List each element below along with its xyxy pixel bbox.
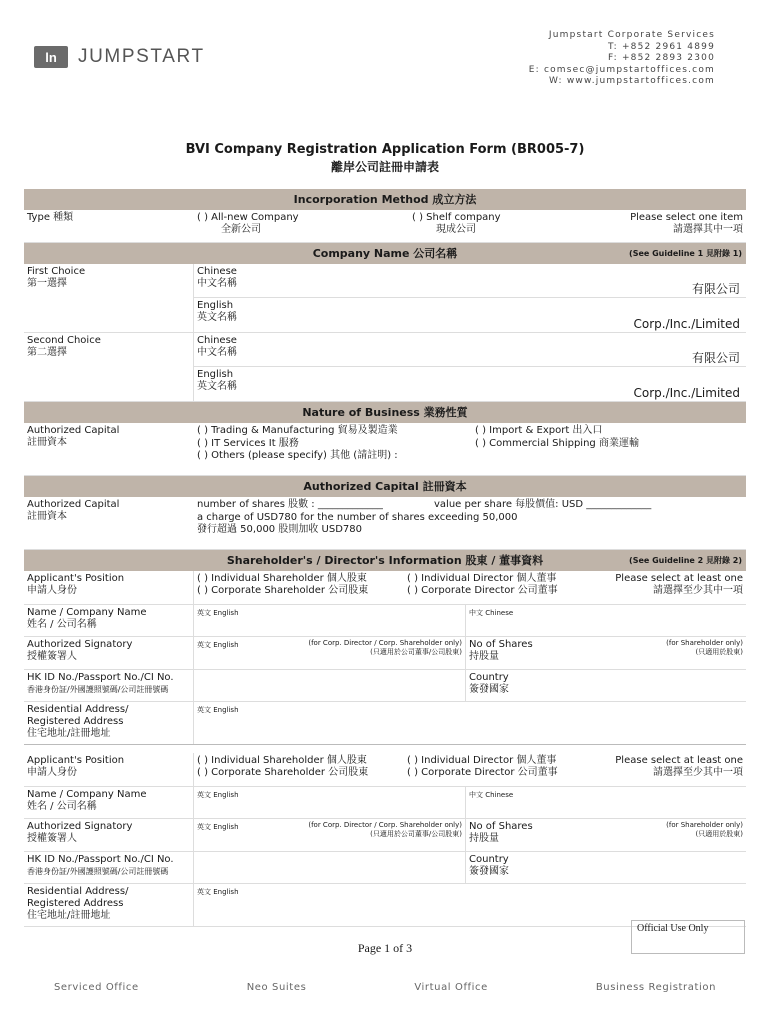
note-select-one: Please select one item 請選擇其中一項 bbox=[630, 212, 743, 235]
option-it-services[interactable]: ( ) IT Services It 服務 bbox=[197, 437, 299, 449]
row-signatory bbox=[24, 819, 746, 852]
suffix-en: Corp./Inc./Limited bbox=[633, 386, 740, 400]
country-field[interactable]: Country 簽發國家 bbox=[469, 854, 509, 877]
contact-block bbox=[529, 30, 715, 88]
row-position bbox=[24, 753, 746, 787]
footer-business-registration: Business Registration bbox=[595, 982, 717, 993]
note-select-least-one: Please select at least one 請選擇至少其中一項 bbox=[615, 573, 743, 596]
section-company-name: Company Name 公司名稱 (See Guideline 1 見附錄 1) bbox=[24, 243, 746, 264]
option-shipping[interactable]: ( ) Commercial Shipping 商業運輸 bbox=[475, 437, 639, 449]
row-capital bbox=[24, 497, 746, 550]
option-corporate-shareholder[interactable]: ( ) Corporate Shareholder 公司股東 bbox=[197, 585, 369, 596]
row-signatory bbox=[24, 637, 746, 670]
contact-phone: T: +852 2961 4899 bbox=[607, 41, 715, 52]
form-title-zh: 離岸公司註冊申請表 bbox=[330, 160, 439, 174]
row-name bbox=[24, 787, 746, 819]
footer-virtual-office: Virtual Office bbox=[414, 982, 488, 993]
contact-fax: F: +852 2893 2300 bbox=[607, 53, 715, 64]
hkid-field[interactable] bbox=[194, 670, 466, 701]
shareholder-block-2 bbox=[24, 753, 746, 927]
label-address: Residential Address/ Registered Address 住宅地址/註冊地址 bbox=[24, 702, 194, 744]
row-position bbox=[24, 571, 746, 605]
form-title bbox=[0, 142, 770, 175]
option-trading[interactable]: ( ) Trading & Manufacturing 貿易及製造業 bbox=[197, 425, 398, 436]
brand-name: JUMPSTART bbox=[78, 46, 205, 67]
logo-mark-icon: ln bbox=[34, 46, 68, 68]
name-english-field[interactable]: 英文 English bbox=[194, 787, 466, 818]
label-first-choice: First Choice 第一選擇 bbox=[24, 264, 194, 332]
row-hkid bbox=[24, 670, 746, 702]
suffix-en: Corp./Inc./Limited bbox=[633, 317, 740, 331]
label-second-choice: Second Choice 第二選擇 bbox=[24, 333, 194, 401]
shares-count-field[interactable]: number of shares 股數 : _____________ bbox=[197, 499, 383, 510]
name-chinese-field[interactable]: 中文 Chinese bbox=[469, 791, 514, 799]
row-type bbox=[24, 210, 746, 243]
first-english-name-field[interactable]: English 英文名稱 Corp./Inc./Limited bbox=[197, 300, 740, 331]
second-chinese-name-field[interactable]: Chinese 中文名稱 有限公司 bbox=[194, 333, 746, 367]
signatory-field[interactable]: 英文 English (for Corp. Director / Corp. Shareholder only) (只適用於公司董事/公司股東) bbox=[194, 637, 466, 669]
option-corporate-shareholder[interactable]: ( ) Corporate Shareholder 公司股東 bbox=[197, 767, 369, 778]
section-capital: Authorized Capital 註冊資本 bbox=[24, 476, 746, 497]
brand-logo bbox=[34, 46, 205, 68]
hkid-field[interactable] bbox=[194, 852, 466, 883]
shares-field[interactable]: No of Shares 持股量 (for Shareholder only) (只適用於股東) bbox=[469, 821, 743, 844]
option-individual-shareholder[interactable]: ( ) Individual Shareholder 個人股東 bbox=[197, 755, 367, 766]
section-nature: Nature of Business 業務性質 bbox=[24, 402, 746, 423]
label-signatory: Authorized Signatory 授權簽署人 bbox=[24, 637, 194, 669]
shares-field[interactable]: No of Shares 持股量 (for Shareholder only) (只適用於股東) bbox=[469, 639, 743, 662]
label-signatory: Authorized Signatory 授權簽署人 bbox=[24, 819, 194, 851]
label-type: Type 種類 bbox=[27, 212, 74, 223]
option-individual-director[interactable]: ( ) Individual Director 個人董事 bbox=[407, 573, 557, 584]
page-number: Page 1 of 3 bbox=[357, 941, 413, 955]
option-corporate-director[interactable]: ( ) Corporate Director 公司董事 bbox=[407, 767, 558, 778]
section-incorporation: Incorporation Method 成立方法 bbox=[24, 189, 746, 210]
value-per-share-field[interactable]: value per share 每股價值: USD _____________ bbox=[434, 499, 652, 510]
suffix-zh: 有限公司 bbox=[691, 351, 740, 365]
option-individual-shareholder[interactable]: ( ) Individual Shareholder 個人股東 bbox=[197, 573, 367, 584]
section-shareholder: Shareholder's / Director's Information 股東 / 董事資料 (See Guideline 2 見附錄 2) bbox=[24, 550, 746, 571]
footer-serviced-office: Serviced Office bbox=[53, 982, 139, 993]
name-english-field[interactable]: 英文 English bbox=[194, 605, 466, 636]
option-all-new[interactable]: ( ) All-new Company 全新公司 bbox=[197, 212, 299, 235]
name-chinese-field[interactable]: 中文 Chinese bbox=[469, 609, 514, 617]
address-field[interactable]: 英文 English bbox=[197, 706, 239, 714]
row-nature bbox=[24, 423, 746, 476]
capital-charge-note-zh: 發行超過 50,000 股則加收 USD780 bbox=[197, 524, 362, 535]
row-hkid bbox=[24, 852, 746, 884]
row-first-choice bbox=[24, 264, 746, 333]
official-use-box: Official Use Only bbox=[631, 920, 745, 954]
label-position: Applicant's Position 申請人身份 bbox=[24, 753, 194, 786]
country-field[interactable]: Country 簽發國家 bbox=[469, 672, 509, 695]
label-name: Name / Company Name 姓名 / 公司名稱 bbox=[24, 605, 194, 636]
label-position: Applicant's Position 申請人身份 bbox=[24, 571, 194, 604]
footer-services bbox=[0, 982, 770, 993]
label-capital: Authorized Capital 註冊資本 bbox=[27, 499, 120, 522]
label-nature: Authorized Capital 註冊資本 bbox=[27, 425, 120, 448]
option-shelf[interactable]: ( ) Shelf company 現成公司 bbox=[412, 212, 501, 235]
option-individual-director[interactable]: ( ) Individual Director 個人董事 bbox=[407, 755, 557, 766]
option-others[interactable]: ( ) Others (please specify) 其他 (請註明) : bbox=[197, 450, 398, 461]
row-second-choice bbox=[24, 333, 746, 402]
capital-charge-note: a charge of USD780 for the number of shares exceeding 50,000 bbox=[197, 511, 518, 523]
label-hkid: HK ID No./Passport No./CI No. 香港身份証/外國護照號碼/公司註冊號碼 bbox=[24, 670, 194, 701]
label-name: Name / Company Name 姓名 / 公司名稱 bbox=[24, 787, 194, 818]
contact-web: W: www.jumpstartoffices.com bbox=[548, 76, 715, 87]
row-address bbox=[24, 702, 746, 745]
row-name bbox=[24, 605, 746, 637]
contact-email: E: comsec@jumpstartoffices.com bbox=[528, 64, 715, 75]
signatory-field[interactable]: 英文 English (for Corp. Director / Corp. Shareholder only) (只適用於公司董事/公司股東) bbox=[194, 819, 466, 851]
second-english-name-field[interactable]: English 英文名稱 Corp./Inc./Limited bbox=[197, 369, 740, 400]
label-address: Residential Address/ Registered Address 住宅地址/註冊地址 bbox=[24, 884, 194, 926]
option-corporate-director[interactable]: ( ) Corporate Director 公司董事 bbox=[407, 585, 558, 596]
shareholder-block-1 bbox=[24, 571, 746, 745]
footer-neo-suites: Neo Suites bbox=[246, 982, 307, 993]
note-select-least-one: Please select at least one 請選擇至少其中一項 bbox=[615, 755, 743, 778]
option-import-export[interactable]: ( ) Import & Export 出入口 bbox=[475, 425, 603, 436]
form-title-en: BVI Company Registration Application Form (BR005-7) bbox=[185, 142, 585, 157]
application-form bbox=[24, 189, 746, 927]
label-hkid: HK ID No./Passport No./CI No. 香港身份証/外國護照號碼/公司註冊號碼 bbox=[24, 852, 194, 883]
contact-company: Jumpstart Corporate Services bbox=[548, 30, 715, 40]
address-field[interactable]: 英文 English bbox=[197, 888, 239, 896]
first-chinese-name-field[interactable]: Chinese 中文名稱 有限公司 bbox=[194, 264, 746, 298]
suffix-zh: 有限公司 bbox=[691, 282, 740, 296]
